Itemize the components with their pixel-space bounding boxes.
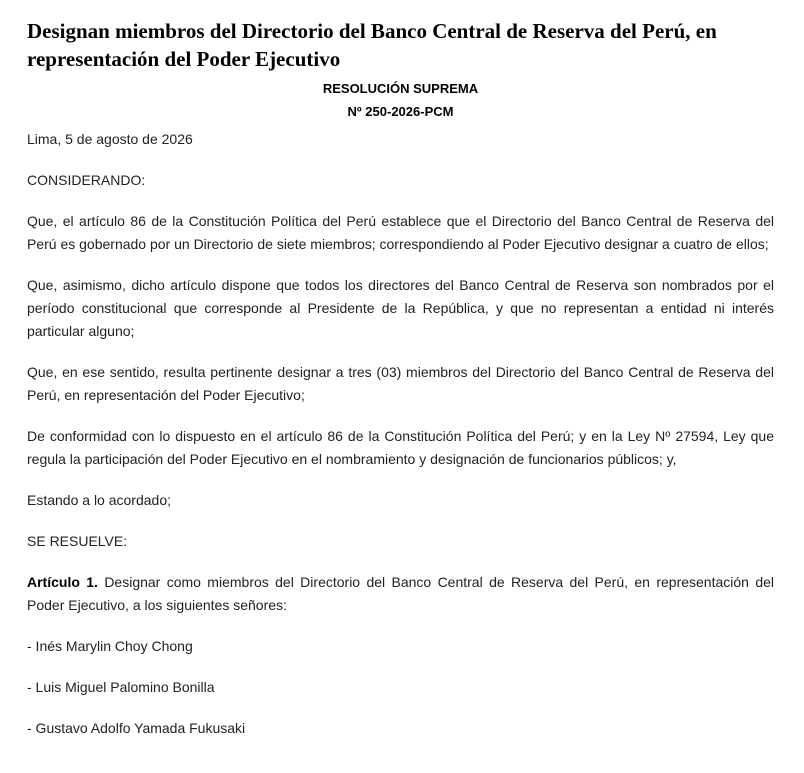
articulo-1-paragraph (27, 571, 774, 617)
considerando-paragraph-4: De conformidad con lo dispuesto en el artículo 86 de la Constitución Política del Perú; y en la Ley Nº 27594, Ley que regula la participación del Poder Ejecutivo en el nombramiento y designación de funcionarios públicos; y, (27, 428, 774, 467)
page-title: Designan miembros del Directorio del Banco Central de Reserva del Perú, en representación del Poder Ejecutivo (27, 19, 717, 71)
articulo-1-label: Artículo 1. (27, 574, 98, 590)
date-line: Lima, 5 de agosto de 2026 (27, 131, 193, 147)
resolution-number: Nº 250-2026-PCM (347, 104, 454, 119)
designado-item-2: - Luis Miguel Palomino Bonilla (27, 679, 215, 695)
designado-item-3: - Gustavo Adolfo Yamada Fukusaki (27, 720, 246, 736)
considerando-paragraph-3: Que, en ese sentido, resulta pertinente designar a tres (03) miembros del Directorio del Banco Central de Reserva del Perú, en representación del Poder Ejecutivo; (27, 364, 774, 403)
considerando-paragraph-5: Estando a lo acordado; (27, 492, 171, 508)
designado-item-1: - Inés Marylin Choy Chong (27, 638, 193, 654)
considerando-paragraph-2: Que, asimismo, dicho artículo dispone que todos los directores del Banco Central de Reserva son nombrados por el período constitucional que corresponde al Presidente de la República, y que no representan a entidad ni interés particular alguno; (27, 277, 774, 339)
considerando-heading: CONSIDERANDO: (27, 172, 146, 188)
articulo-1-text: Designar como miembros del Directorio del Banco Central de Reserva del Perú, en representación del Poder Ejecutivo, a los siguientes señores: (27, 574, 774, 613)
se-resuelve-heading: SE RESUELVE: (27, 533, 128, 549)
considerando-paragraph-1: Que, el artículo 86 de la Constitución Política del Perú establece que el Directorio del Banco Central de Reserva del Perú es gobernado por un Directorio de siete miembros; correspondiendo al Poder Ejecutivo designar a cuatro de ellos; (27, 213, 774, 252)
resolution-type: RESOLUCIÓN SUPREMA (322, 81, 479, 96)
